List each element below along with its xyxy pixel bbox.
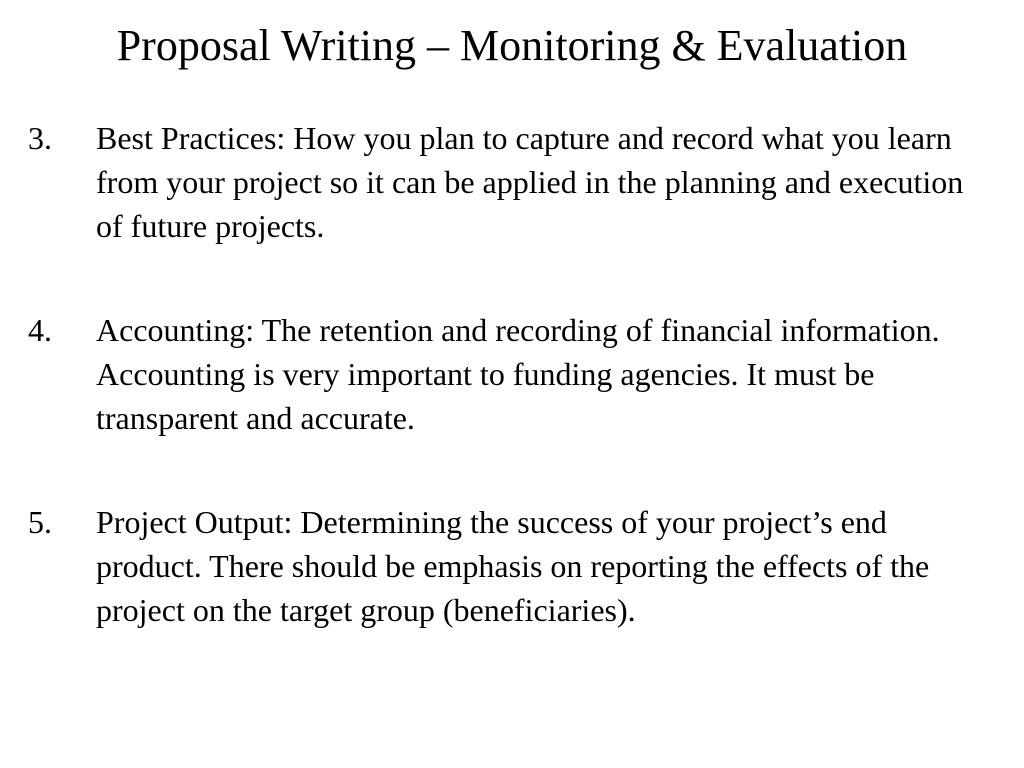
list-item-text: Accounting: The retention and recording of financial information. Accounting is very important to funding agencies. It must be transparent and accurate. xyxy=(96,312,940,436)
list-item-project-output xyxy=(28,500,988,632)
numbered-list xyxy=(28,116,988,692)
list-item-number: 4. xyxy=(28,312,52,348)
list-item-number: 3. xyxy=(28,120,52,156)
list-item-text: Project Output: Determining the success of your project’s end product. There should be emphasis on reporting the effects of the project on the target group (beneficiaries). xyxy=(96,504,930,628)
list-item-text: Best Practices: How you plan to capture and record what you learn from your project so it can be applied in the planning and execution of future projects. xyxy=(96,120,964,244)
list-item-number: 5. xyxy=(28,504,52,540)
list-item-best-practices xyxy=(28,116,988,248)
slide-title: Proposal Writing – Monitoring & Evaluation xyxy=(116,21,908,70)
list-item-accounting xyxy=(28,308,988,440)
